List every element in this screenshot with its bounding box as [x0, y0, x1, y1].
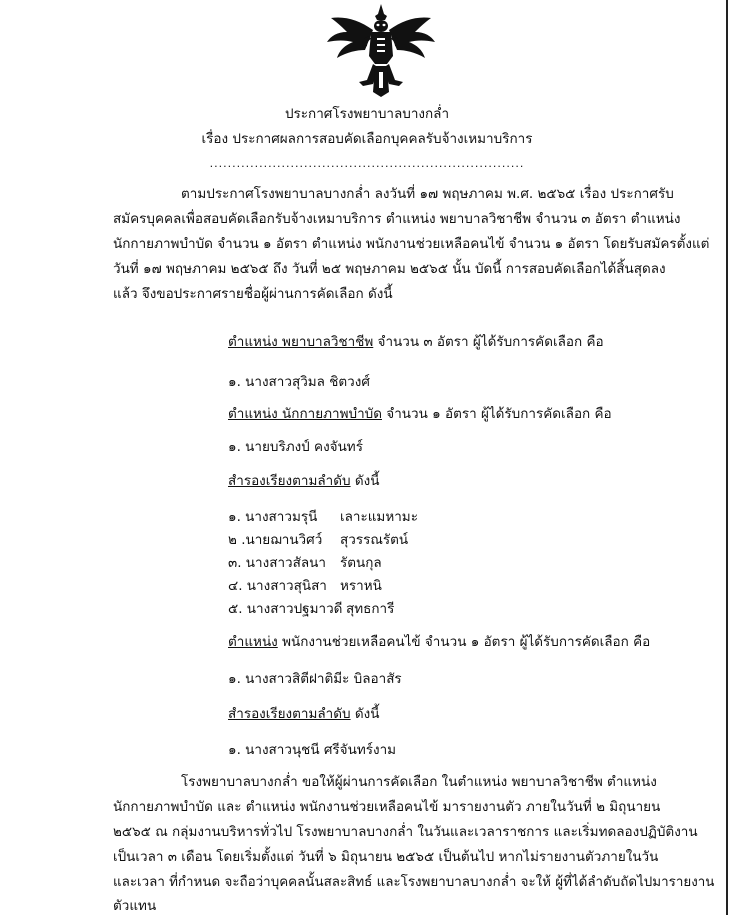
- reserve-name: ๑. นางสาวมรุนี: [228, 509, 318, 525]
- closing-line-2: นักกายภาพบำบัด และ ตำแหน่ง พนักงานช่วยเหลือคนไข้ มารายงานตัว ภายในวันที่ ๒ มิถุนายน: [113, 799, 661, 815]
- reserve-2-item: ๑. นางสาวนุชนี ศรีจันทร์งาม: [228, 742, 397, 758]
- reserve-surname: สุทธการี: [346, 601, 395, 617]
- reserve-surname: เลาะแมหามะ: [340, 509, 418, 525]
- reserve-name: ๔. นางสาวสุนิสา: [228, 578, 327, 594]
- heading-rest: ดังนี้: [350, 473, 380, 489]
- section-nurse-heading: [228, 333, 604, 351]
- intro-line-5: แล้ว จึงขอประกาศรายชื่อผู้ผ่านการคัดเลือก ดังนี้: [113, 286, 393, 302]
- reserve-surname: สุวรรณรัตน์: [340, 532, 409, 548]
- heading-underlined: ตำแหน่ง: [228, 634, 278, 650]
- reserve-list-2-heading: [228, 705, 379, 723]
- heading-rest: พนักงานช่วยเหลือคนไข้ จำนวน ๑ อัตรา ผู้ได้รับการคัดเลือก คือ: [277, 634, 651, 650]
- heading-rest: จำนวน ๓ อัตรา ผู้ได้รับการคัดเลือก คือ: [373, 334, 604, 350]
- intro-line-1: ตามประกาศโรงพยาบาลบางกล่ำ ลงวันที่ ๑๗ พฤษภาคม พ.ศ. ๒๕๖๕ เรื่อง ประกาศรับ: [181, 186, 674, 202]
- reserve-surname: หราหนิ: [340, 578, 382, 594]
- section-patient-aide-heading: [228, 633, 650, 651]
- heading-rest: ดังนี้: [350, 706, 380, 722]
- announcement-title: ประกาศโรงพยาบาลบางกล่ำ: [284, 106, 450, 122]
- garuda-emblem-icon: [323, 2, 439, 98]
- heading-rest: จำนวน ๑ อัตรา ผู้ได้รับการคัดเลือก คือ: [382, 406, 612, 422]
- physio-selected-item: ๑. นายบริภงป์ คงจันทร์: [228, 439, 363, 455]
- closing-line-3: ๒๕๖๕ ณ กลุ่มงานบริหารทั่วไป โรงพยาบาลบางกล่ำ ในวันและเวลาราชการ และเริ่มทดลองปฏิบัติงาน: [113, 824, 698, 840]
- closing-line-5: และเวลา ที่กำหนด จะถือว่าบุคคลนั้นสละสิทธ์ และโรงพยาบาลบางกล่ำ จะให้ ผู้ที่ได้ลำดับถัดไปมารายงาน: [113, 874, 715, 890]
- heading-underlined: ตำแหน่ง พยาบาลวิชาชีพ: [228, 334, 374, 350]
- closing-line-6: ตัวแทน: [113, 898, 157, 914]
- section-physio-heading: [228, 405, 612, 423]
- intro-line-3: นักกายภาพบำบัด จำนวน ๑ อัตรา ตำแหน่ง พนักงานช่วยเหลือคนไข้ จำนวน ๑ อัตรา โดยรับสมัครตั้งแต่: [113, 236, 710, 252]
- reserve-item: [228, 554, 382, 572]
- heading-underlined: สำรองเรียงตามลำดับ: [228, 473, 351, 489]
- closing-line-4: เป็นเวลา ๓ เดือน โดยเริ่มตั้งแต่ วันที่ ๖ มิถุนายน ๒๕๖๕ เป็นต้นไป หากไม่รายงานตัวภายในวัน: [113, 849, 659, 865]
- reserve-surname: รัตนกุล: [340, 555, 382, 571]
- reserve-name: ๒ .นายฌานวิศว์: [228, 532, 323, 548]
- heading-underlined: สำรองเรียงตามลำดับ: [228, 706, 351, 722]
- reserve-name: ๕. นางสาวปฐมาวดี: [228, 601, 343, 617]
- reserve-item: [228, 577, 382, 595]
- reserve-list-heading: [228, 472, 379, 490]
- reserve-item: [228, 508, 418, 526]
- nurse-selected-item: ๑. นางสาวสุวิมล ชิตวงศ์: [228, 374, 370, 390]
- reserve-item: [228, 600, 394, 618]
- reserve-item: [228, 531, 408, 549]
- patient-aide-selected-item: ๑. นางสาวสิตีฝาติมีะ บิลอาสัร: [228, 671, 402, 687]
- intro-line-4: วันที่ ๑๗ พฤษภาคม ๒๕๖๕ ถึง วันที่ ๒๕ พฤษภาคม ๒๕๖๕ นั้น บัดนี้ การสอบคัดเลือกได้สิ้นสุดลง: [113, 261, 666, 277]
- intro-line-2: สมัครบุคคลเพื่อสอบคัดเลือกรับจ้างเหมาบริการ ตำแหน่ง พยาบาลวิชาชีพ จำนวน ๓ อัตรา ตำแหน่ง: [113, 211, 681, 227]
- announcement-subject: เรื่อง ประกาศผลการสอบคัดเลือกบุคคลรับจ้างเหมาบริการ: [201, 131, 533, 147]
- title-separator: ......................................................................: [209, 157, 525, 170]
- closing-line-1: โรงพยาบาลบางกล่ำ ขอให้ผู้ผ่านการคัดเลือก ในตำแหน่ง พยาบาลวิชาชีพ ตำแหน่ง: [181, 774, 657, 790]
- heading-underlined: ตำแหน่ง นักกายภาพบำบัด: [228, 406, 382, 422]
- reserve-name: ๓. นางสาวสัลนา: [228, 555, 326, 571]
